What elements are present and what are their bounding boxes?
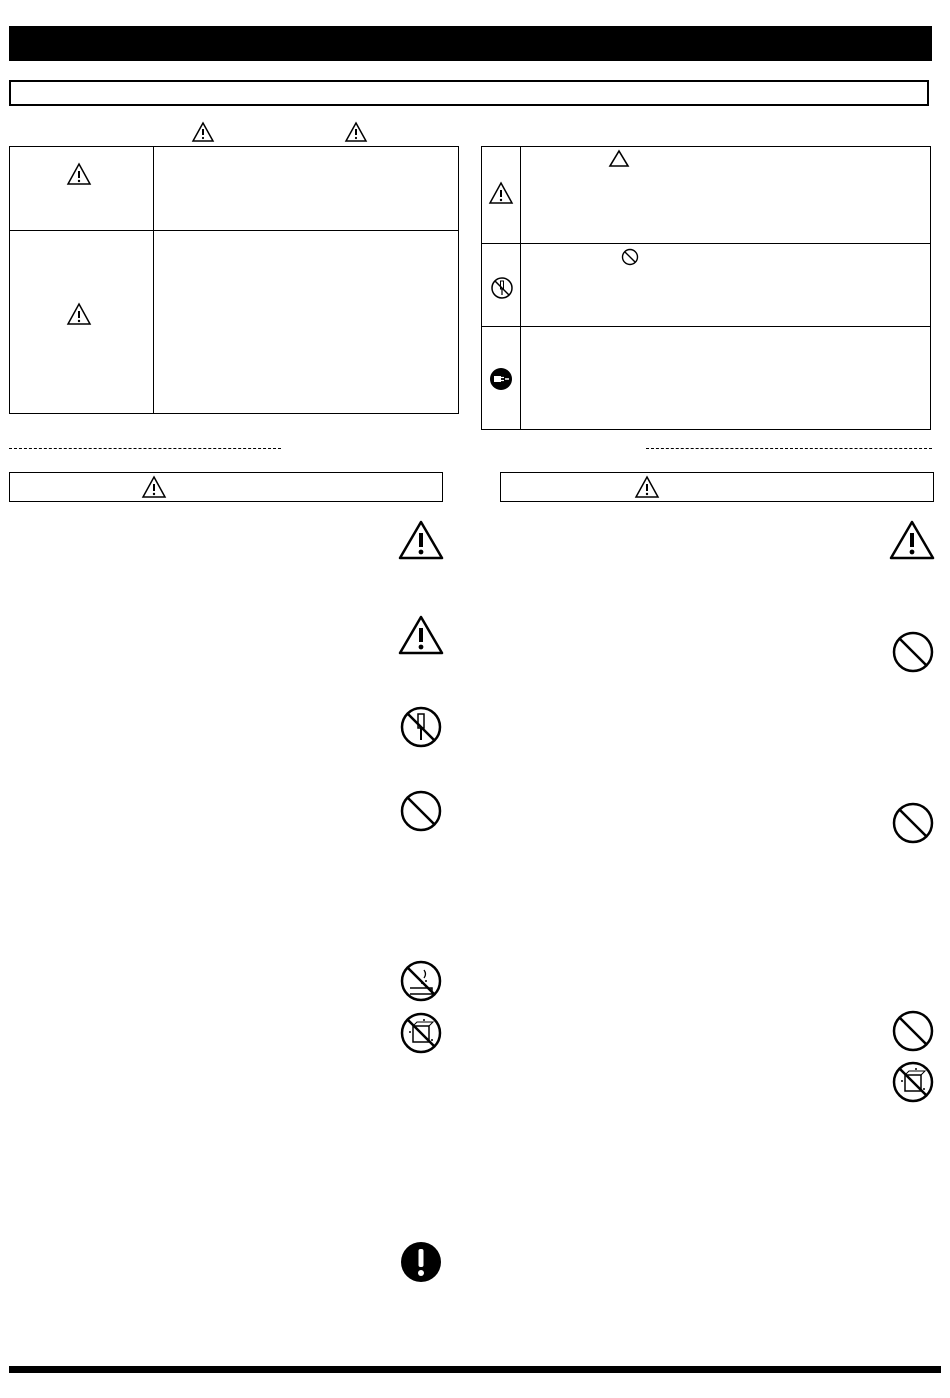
warning-triangle-icon <box>635 476 659 498</box>
prohibition-icon <box>892 802 934 844</box>
no-water-icon <box>400 960 442 1002</box>
dashed-separator <box>9 448 281 449</box>
header-bar <box>9 26 932 61</box>
prohibition-icon <box>892 631 934 673</box>
warning-triangle-icon <box>889 520 935 560</box>
unplug-icon <box>489 367 513 391</box>
warning-triangle-icon <box>398 615 444 655</box>
legend-divider <box>481 326 931 327</box>
dashed-separator <box>646 448 932 449</box>
warning-triangle-icon <box>192 122 214 142</box>
legend-divider <box>520 146 521 430</box>
mandatory-action-icon <box>400 1241 442 1283</box>
no-disassemble-icon <box>490 276 514 300</box>
legend-divider <box>481 243 931 244</box>
caution-section-head <box>500 472 934 502</box>
warning-triangle-icon <box>398 520 444 560</box>
triangle-outline-icon <box>609 150 629 167</box>
legend-table-left <box>9 146 459 414</box>
legend-table-right <box>481 146 931 430</box>
footer-bar <box>9 1366 941 1373</box>
section-title-box <box>9 80 929 106</box>
warning-triangle-icon <box>67 163 91 185</box>
warning-triangle-icon <box>345 122 367 142</box>
caution-attention-icon <box>489 182 513 204</box>
warning-triangle-icon <box>67 303 91 325</box>
prohibition-icon <box>892 1010 934 1052</box>
warning-triangle-icon <box>142 476 166 498</box>
prohibition-circle-icon <box>621 248 639 266</box>
legend-divider <box>153 146 154 414</box>
prohibition-icon <box>400 790 442 832</box>
warning-section-head <box>9 472 443 502</box>
no-disassemble-box-icon <box>400 1012 442 1054</box>
legend-divider <box>9 230 459 231</box>
no-disassemble-icon <box>400 706 442 748</box>
no-disassemble-box-icon <box>892 1061 934 1103</box>
